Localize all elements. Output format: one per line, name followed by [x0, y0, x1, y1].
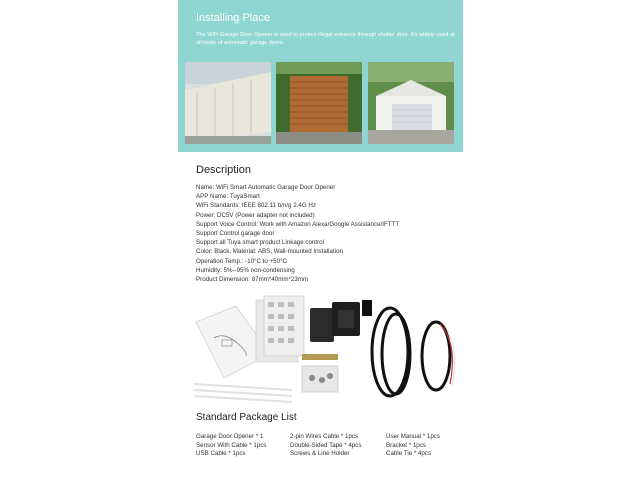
installing-place-section — [178, 0, 463, 152]
package-column-2 — [290, 433, 361, 459]
description-specs — [196, 183, 461, 284]
spec-line: Product Dimension: 87mm*40mm*23mm — [196, 276, 309, 284]
spec-line: WiFi Standards: IEEE 802.11 b/n/g 2.4G Hz — [196, 202, 316, 210]
package-item: Garage Door Opener * 1 — [196, 433, 264, 440]
product-page — [178, 0, 463, 480]
package-item: USB Cable * 1pcs — [196, 450, 246, 457]
description-title: Description — [196, 164, 252, 176]
spec-line: Humidity: 5%--95% non-condensing — [196, 266, 295, 274]
spec-line: Name: WiFi Smart Automatic Garage Door Opener — [196, 184, 336, 191]
photo-wooden-door — [276, 62, 362, 144]
spec-line: Operation Temp.: -10°C to +50°C — [196, 257, 287, 265]
package-item: 2-pin Wires Cable * 1pcs — [290, 433, 359, 440]
installing-place-title: Installing Place — [196, 12, 270, 24]
package-column-3 — [386, 433, 440, 459]
package-item: Screws & Line Holder — [290, 450, 350, 457]
package-item: Sensor With Cable * 1pcs — [196, 441, 267, 449]
spec-line: APP Name: TuyaSmart — [196, 193, 260, 201]
package-contents-photo — [192, 294, 462, 406]
package-item: Bracket * 1pcs — [386, 441, 426, 449]
package-item: User Manual * 1pcs — [386, 433, 440, 440]
package-item: Double-Sided Tape * 4pcs — [290, 441, 362, 449]
spec-line: Support Voice Control: Work with Amazon Alexa/Google Assistance/IFTTT — [196, 220, 400, 228]
spec-line: Support all Tuya smart product Linkage control — [196, 239, 324, 247]
photo-white-garage — [368, 62, 454, 144]
spec-line: Support Control garage door — [196, 230, 275, 238]
photo-shutter-row — [185, 62, 271, 144]
spec-line: Color: Black, Material: ABS, Wall-mounted Installation — [196, 248, 343, 256]
spec-line: Power: DC5V (Power adapter not included) — [196, 211, 315, 219]
package-list-title: Standard Package List — [196, 412, 297, 423]
package-column-1 — [196, 433, 267, 459]
package-item: Cable Tie * 4pcs — [386, 450, 432, 457]
installing-place-text: The WiFi Garage Door Opener is used to protect illegal entrance through shutter door. It's widely used at all kinds of automatic garage doors. — [196, 32, 455, 46]
